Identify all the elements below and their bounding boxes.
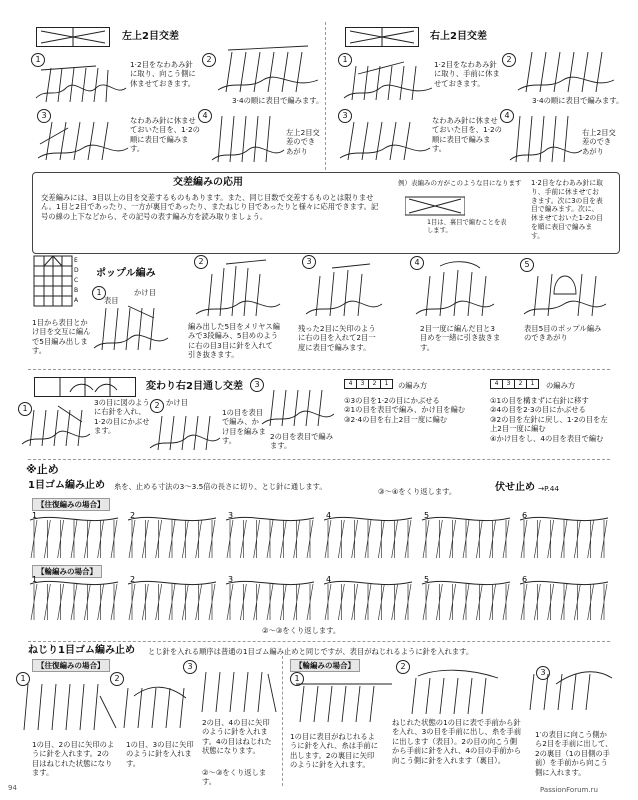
step-3-badge: 3 [183,660,197,674]
howto-b-cell: 2 [515,380,527,389]
twist-bindoff-desc: とじ針を入れる順序は普通の1目ゴム編み止めと同じですが、表目がねじれるように針を入れます。 [148,647,474,656]
step-1-badge: 1 [18,402,32,416]
twist-column-divider [282,656,283,786]
step-number: 4 [326,575,332,584]
chart-row-c: C [74,277,79,284]
howto-b-symbol [490,379,539,389]
popcorn-step5-text: 表目5目のポップル編みのできあがり [524,324,602,343]
chart-row-a: A [74,297,79,304]
popcorn-chart [30,254,84,316]
flat-tag: 【往復編みの場合】 [32,498,110,511]
right-cross-symbol [345,27,419,47]
twist-flat-step3-text: 2の目、4の目に矢印のように針を入れます。4の目はねじれた状態になります。 [202,718,272,756]
application-example-label: 例）表編みの方がこのような目になります [398,179,522,187]
fabric-swatch [128,575,216,620]
step-3-badge: 3 [37,109,51,123]
howto-b-item: ①1の目を構まずに右針に移す [490,396,589,405]
twist-round-step3-text: 1′の表目に向こう側から2目を手前に出して、2の裏目（1の目側の手前）を手前から向こう側に入れます。 [535,730,613,777]
left-cross-title: 左上2目交差 [122,31,179,42]
rib-bindoff-note: 糸を、止める寸法の3〜3.5倍の長さに切り、とじ針に通します。 [114,482,327,491]
fabric-swatch [324,511,412,558]
popcorn-step5-illustration [524,264,606,320]
top-column-divider [325,22,326,170]
step-number: 5 [424,575,430,584]
step-number: 3 [228,511,234,520]
howto-b-cell: 1 [527,380,539,389]
howto-b-item: ③2の目を左針に戻し、1·2の目を左上2目一度に編む [490,414,608,434]
fabric-swatch [30,575,118,620]
step-4-badge: 4 [198,109,212,123]
section-divider-1 [28,369,610,370]
step-2-badge: 2 [396,660,410,674]
fabric-swatch [520,575,608,620]
popcorn-label-kake: かけ目 [134,288,156,297]
application-example-symbol [405,195,465,217]
right-cross-step4-text: 右上2目交差のできあがり [582,128,616,156]
application-example-note: 1目は、裏目で編むことを表します。 [427,219,507,235]
howto-a-cell: 3 [357,380,369,389]
step-3-badge: 3 [536,666,550,680]
chart-row-e: E [74,257,78,264]
step-number: 6 [522,575,528,584]
rib-repeat-note-2: ②〜③をくり返します。 [262,626,341,635]
step-3-badge: 3 [338,109,352,123]
fabric-swatch [520,511,608,558]
fabric-swatch [422,575,510,620]
howto-a-cell: 2 [369,380,381,389]
application-right-text: 1·2目をなわあみ針に取り、手前に休ませておきます。次に3の目を表目で編みます。次に、休ませておいた1·2の目を順に表目で編みます。 [531,179,603,240]
popcorn-step1-text: 1目から表目とかけ目を交互に編んで5目編み出します。 [32,318,91,356]
right-cross-symbol-icon [346,28,418,46]
twist-flat-step2-text: 1の目、3の目に矢印のように針を入れます。 [126,740,194,768]
fuse-bindoff-ref: →P.44 [538,484,559,493]
twist-flat-repeat: ②〜③をくり返します。 [202,768,267,787]
step-1-badge: 1 [16,672,30,686]
left-cross-step4-illustration [212,110,284,166]
rib-flat-row [30,510,610,562]
howto-a-item: ②1の目を表目で編み、かけ目を編む [344,405,466,415]
twist-flat-step3-illustration [198,664,282,716]
slip-cross-step1-illustration [22,402,90,450]
slip-cross-step3-text: 2の目を表目で編みます。 [270,432,334,451]
popcorn-step3-illustration [306,262,382,320]
step-2-badge: 2 [202,53,216,67]
page-number: 94 [8,784,17,792]
slip-cross-symbol-icon [35,378,135,396]
fabric-swatch [30,511,118,558]
rib-round-row [30,574,610,624]
popcorn-step2-text: 編み出した5目をメリヤス編みで3段編み、5目めのように右の目3目に針を入れて引き抜きます。 [188,322,280,360]
bindoff-title: ※止め [26,463,59,476]
left-cross-step1-text: 1·2目をなわあみ針に取り、向こう側に休ませておきます。 [130,60,196,88]
howto-a-cell: 1 [381,380,393,389]
howto-a-item: ①3の目を1·2の目にかぶせる [344,396,440,405]
application-callout [32,172,620,254]
left-cross-symbol-icon [37,28,109,46]
howto-b-cell: 4 [491,380,503,389]
step-number: 5 [424,511,430,520]
twist-bindoff-title: ねじり1目ゴム編み止め [28,645,135,656]
slip-cross-title: 変わり右2目通し交差 [146,381,243,392]
howto-a-list [344,396,474,424]
twist-round-step2-text: ねじれた状態の1の目に表で手前から針を入れ、3の目を手前に出し、糸を手前に出します（表目）。2の目の向こう側から手前に針を入れ、4の目の手前から向こう側に針を入れます（裏目）。 [392,718,522,765]
howto-a-symbol [344,379,393,389]
left-cross-step3-illustration [38,114,128,164]
popcorn-step4-text: 2目一度に編んだ目と3目めを一緒に引き抜きます。 [420,324,501,352]
twist-round-step1-illustration [296,674,392,726]
step-4-badge: 4 [500,109,514,123]
right-cross-step2-illustration [518,44,614,96]
step-number: 1 [32,511,38,520]
step-number: 3 [228,575,234,584]
step-3-badge: 3 [302,255,316,269]
fabric-swatch [324,575,412,620]
fabric-swatch [422,511,510,558]
twist-round-step3-illustration [526,664,612,714]
fabric-swatch [226,575,314,620]
chart-row-b: B [74,287,79,294]
twist-round-step1-text: 1の目に表目がねじれるように針を入れ、糸は手前に出します。2の裏目に矢印のように針を入れます。 [290,732,378,770]
twist-flat-tag: 【往復編みの場合】 [32,659,110,672]
howto-b-item: ④かけ目をし、4の目を表目で編む [490,433,604,443]
slip-cross-step1-text: 3の目に図のように右針を入れ、1·2の目にかぶせます。 [94,398,150,436]
slip-cross-step2-text: 1の目を表目で編み、かけ目を編みます。 [222,408,266,446]
howto-b-list [490,396,614,443]
step-4-badge: 4 [410,256,424,270]
left-cross-step2-text: 3·4の順に表目で編みます。 [232,96,324,105]
step-number: 6 [522,511,528,520]
right-cross-step1-illustration [344,56,432,104]
left-cross-step4-text: 左上2目交差のできあがり [286,128,320,156]
howto-b-cell: 3 [503,380,515,389]
right-cross-title: 右上2目交差 [430,31,487,42]
howto-a-cell: 4 [345,380,357,389]
step-3-badge: 3 [250,378,264,392]
step-2-badge: 2 [502,53,516,67]
twist-flat-step1-text: 1の目、2の目に矢印のように針を入れます。2の目はねじれた状態になります。 [32,740,115,778]
chart-row-d: D [74,267,79,274]
step-1-badge: 1 [290,672,304,686]
section-divider-3 [28,641,610,642]
fabric-swatch [128,511,216,558]
popcorn-step3-text: 残った2目に矢印のように右の目を入れて2目一度に表目で編みます。 [298,324,376,352]
howto-a-item: ③2·4の目を右上2目一度に編む [344,414,448,424]
step-5-badge: 5 [520,258,534,272]
slip-cross-step2-illustration [150,408,220,454]
site-watermark: PassionForum.ru [540,786,598,794]
right-cross-step3-illustration [340,114,430,164]
twist-round-step2-illustration [408,668,508,718]
step-1-badge: 1 [92,286,106,300]
application-title: 交差編みの応用 [173,177,243,188]
howto-a-label: の編み方 [398,381,428,390]
slip-cross-label-kake: かけ目 [166,398,188,407]
step-1-badge: 1 [338,53,352,67]
rib-repeat-note: ③〜④をくり返します。 [378,487,457,496]
round-tag: 【輪編みの場合】 [32,565,102,578]
fabric-swatch [226,511,314,558]
twist-round-tag: 【輪編みの場合】 [290,659,360,672]
step-number: 1 [32,575,38,584]
right-cross-step4-illustration [510,110,582,166]
fuse-bindoff-title: 伏せ止め [495,482,535,493]
left-cross-step1-illustration [36,58,126,106]
slip-cross-step3-illustration [262,382,334,430]
popcorn-label-front: 表目 [104,296,119,305]
step-2-badge: 2 [194,255,208,269]
application-body: 交差編みには、3目以上の目を交差するものもあります。また、同じ目数で交差するものとは限りません。1目と2目であったり、一方が裏目であったり、またねじり目であったりと様々に応用できます。記号の線の上下などから、その記号の表す編み方を読み取りましょう。 [41,193,379,221]
twist-flat-step2-illustration [120,680,196,732]
left-cross-step2-illustration [218,44,318,96]
twist-flat-step1-illustration [20,676,116,734]
right-cross-step2-text: 3·4の順に表目で編みます。 [532,96,624,105]
howto-b-label: の編み方 [546,381,576,390]
left-cross-symbol [36,27,110,47]
rib-bindoff-title: 1目ゴム編み止め [28,480,105,491]
popcorn-step2-illustration [196,260,280,320]
left-cross-step3-text: なわあみ針に休ませておいた目を、1·2の順に表目で編みます。 [130,116,200,154]
popcorn-title: ポップル編み [96,268,156,279]
section-divider-2 [28,459,610,460]
step-number: 4 [326,511,332,520]
slip-cross-symbol [34,377,136,397]
step-number: 2 [130,575,136,584]
step-number: 2 [130,511,136,520]
popcorn-step4-illustration [416,264,494,320]
right-cross-step1-text: 1·2目をなわあみ針に取り、手前に休ませておきます。 [434,60,500,88]
right-cross-step3-text: なわあみ針に休ませておいた目を、1·2の順に表目で編みます。 [432,116,502,154]
howto-b-item: ②4の目を2·3の目にかぶせる [490,405,586,415]
step-2-badge: 2 [110,672,124,686]
popcorn-step1-illustration [94,298,168,354]
step-1-badge: 1 [31,53,45,67]
step-2-badge: 2 [150,399,164,413]
